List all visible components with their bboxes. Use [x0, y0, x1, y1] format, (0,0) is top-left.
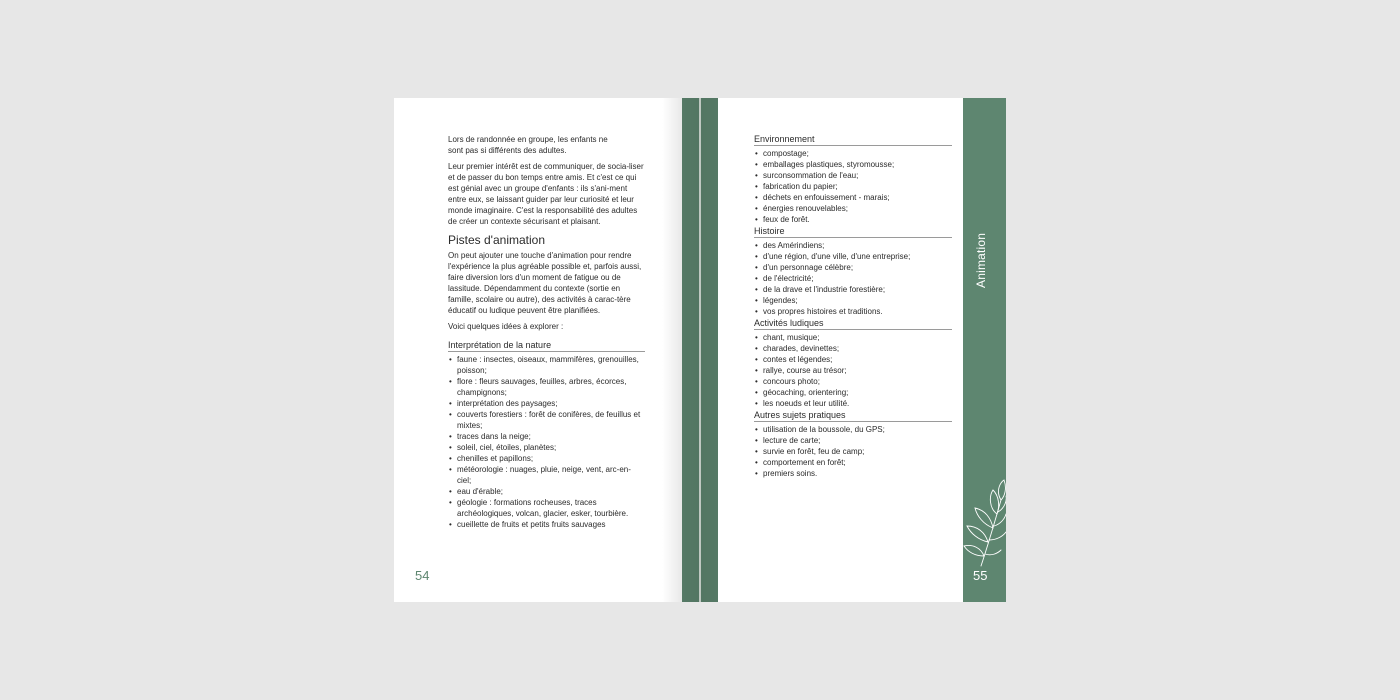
- chapter-band: [963, 98, 1006, 602]
- list-item: [754, 295, 952, 306]
- list-item: [448, 376, 645, 398]
- page-number-right: 55: [973, 568, 988, 583]
- topic-list: [754, 332, 952, 409]
- list-item-text: d'un personnage célèbre;: [763, 263, 854, 272]
- bullet-icon: •: [755, 204, 758, 213]
- list-item: [754, 284, 952, 295]
- list-item-text: lecture de carte;: [763, 436, 821, 445]
- bullet-icon: •: [755, 241, 758, 250]
- list-item: [754, 240, 952, 251]
- bullet-icon: •: [755, 458, 758, 467]
- bullet-icon: •: [449, 443, 452, 452]
- list-item-text: géocaching, orientering;: [763, 388, 849, 397]
- list-item: [754, 262, 952, 273]
- topic-section-title: Histoire: [754, 226, 952, 238]
- list-item-text: faune : insectes, oiseaux, mammifères, grenouilles, poisson;: [457, 355, 639, 375]
- list-item-text: cueillette de fruits et petits fruits sauvages: [457, 520, 606, 529]
- list-item: [754, 203, 952, 214]
- bullet-icon: •: [755, 296, 758, 305]
- bullet-icon: •: [755, 274, 758, 283]
- right-page-text: [754, 134, 952, 480]
- list-item-text: de l'électricité;: [763, 274, 814, 283]
- list-item-text: contes et légendes;: [763, 355, 833, 364]
- bullet-icon: •: [449, 410, 452, 419]
- bullet-icon: •: [755, 366, 758, 375]
- list-item-text: énergies renouvelables;: [763, 204, 848, 213]
- bullet-icon: •: [755, 149, 758, 158]
- list-item: [448, 354, 645, 376]
- bullet-icon: •: [449, 454, 452, 463]
- bullet-icon: •: [449, 377, 452, 386]
- intro-paragraph-2: Leur premier intérêt est de communiquer, de socia-liser et de passer du bon temps entre amis. Et c'est ce qui est génial avec un groupe d'enfants : ils s'ani-ment entre eux, se laissant guider par leur curiosité et leur monde imaginaire. C'est la responsabilité des adultes de créer un contexte sécurisant et plaisant.: [448, 162, 644, 226]
- spine-right: [701, 98, 718, 602]
- list-item-text: comportement en forêt;: [763, 458, 846, 467]
- list-item: [754, 376, 952, 387]
- bullet-icon: •: [755, 285, 758, 294]
- list-item: [754, 468, 952, 479]
- intro-paragraph-1: Lors de randonnée en groupe, les enfants ne sont pas si différents des adultes.: [448, 135, 608, 155]
- list-item: [754, 306, 952, 317]
- list-item-text: d'une région, d'une ville, d'une entreprise;: [763, 252, 911, 261]
- list-item-text: légendes;: [763, 296, 798, 305]
- list-item-text: de la drave et l'industrie forestière;: [763, 285, 886, 294]
- list-item: [754, 214, 952, 225]
- list-item-text: utilisation de la boussole, du GPS;: [763, 425, 885, 434]
- bullet-icon: •: [449, 465, 452, 474]
- list-item: [754, 251, 952, 262]
- topic-list: [754, 424, 952, 479]
- list-item: [448, 442, 645, 453]
- nature-list: [448, 354, 645, 530]
- topic-section: [754, 226, 952, 317]
- list-item-text: déchets en enfouissement - marais;: [763, 193, 890, 202]
- bullet-icon: •: [755, 447, 758, 456]
- body-paragraph-1: On peut ajouter une touche d'animation pour rendre l'expérience la plus agréable possible et, parfois aussi, faire diversion lors d'un moment de fatigue ou de lassitude. Dépendamment du contexte (sortie en famille, scolaire ou autre), des activités à carac-tère éducatif ou ludique peuvent être planifiées.: [448, 251, 642, 315]
- list-item: [448, 519, 645, 530]
- list-item-text: eau d'érable;: [457, 487, 504, 496]
- spine-left: [682, 98, 699, 602]
- list-item-text: des Amérindiens;: [763, 241, 825, 250]
- list-item-text: soleil, ciel, étoiles, planètes;: [457, 443, 557, 452]
- body-paragraph-2: Voici quelques idées à explorer :: [448, 322, 564, 331]
- list-item-text: fabrication du papier;: [763, 182, 838, 191]
- right-page: [718, 98, 963, 602]
- topic-section: [754, 318, 952, 409]
- list-item-text: géologie : formations rocheuses, traces archéologiques, volcan, glacier, esker, tourbière.: [457, 498, 629, 518]
- list-item: [448, 464, 645, 486]
- bullet-icon: •: [449, 520, 452, 529]
- bullet-icon: •: [755, 215, 758, 224]
- topic-section-title: Activités ludiques: [754, 318, 952, 330]
- list-item-text: flore : fleurs sauvages, feuilles, arbres, écorces, champignons;: [457, 377, 627, 397]
- topic-list: [754, 148, 952, 225]
- list-item: [754, 387, 952, 398]
- list-item-text: traces dans la neige;: [457, 432, 531, 441]
- bullet-icon: •: [755, 425, 758, 434]
- list-item: [754, 192, 952, 203]
- left-page-text: [448, 134, 645, 530]
- list-item: [448, 431, 645, 442]
- bullet-icon: •: [449, 498, 452, 507]
- list-item-text: feux de forêt.: [763, 215, 810, 224]
- list-item-text: couverts forestiers : forêt de conifères, de feuillus et mixtes;: [457, 410, 641, 430]
- topic-section-title: Autres sujets pratiques: [754, 410, 952, 422]
- list-item-text: premiers soins.: [763, 469, 818, 478]
- bullet-icon: •: [449, 355, 452, 364]
- bullet-icon: •: [755, 388, 758, 397]
- list-item-text: surconsommation de l'eau;: [763, 171, 859, 180]
- list-item-text: chenilles et papillons;: [457, 454, 534, 463]
- nature-section-title: Interprétation de la nature: [448, 340, 645, 352]
- bullet-icon: •: [449, 487, 452, 496]
- list-item: [754, 365, 952, 376]
- list-item: [448, 486, 645, 497]
- list-item: [448, 398, 645, 409]
- list-item: [754, 354, 952, 365]
- list-item: [754, 457, 952, 468]
- bullet-icon: •: [755, 355, 758, 364]
- list-item-text: emballages plastiques, styromousse;: [763, 160, 895, 169]
- list-item-text: vos propres histoires et traditions.: [763, 307, 883, 316]
- list-item: [754, 446, 952, 457]
- bullet-icon: •: [755, 252, 758, 261]
- page-number-left: 54: [415, 568, 430, 583]
- bullet-icon: •: [755, 160, 758, 169]
- bullet-icon: •: [755, 182, 758, 191]
- bullet-icon: •: [755, 344, 758, 353]
- list-item: [754, 273, 952, 284]
- bullet-icon: •: [755, 307, 758, 316]
- topic-section: [754, 410, 952, 479]
- list-item: [754, 332, 952, 343]
- list-item: [754, 170, 952, 181]
- bullet-icon: •: [449, 399, 452, 408]
- list-item: [448, 497, 645, 519]
- bullet-icon: •: [755, 469, 758, 478]
- list-item: [754, 435, 952, 446]
- bullet-icon: •: [755, 436, 758, 445]
- list-item: [754, 181, 952, 192]
- list-item-text: rallye, course au trésor;: [763, 366, 847, 375]
- bullet-icon: •: [755, 193, 758, 202]
- topic-section-title: Environnement: [754, 134, 952, 146]
- list-item: [754, 159, 952, 170]
- bullet-icon: •: [755, 399, 758, 408]
- list-item-text: météorologie : nuages, pluie, neige, vent, arc-en-ciel;: [457, 465, 631, 485]
- list-item: [448, 453, 645, 464]
- list-item-text: compostage;: [763, 149, 809, 158]
- chapter-title: Animation: [974, 232, 988, 288]
- bullet-icon: •: [449, 432, 452, 441]
- list-item-text: survie en forêt, feu de camp;: [763, 447, 865, 456]
- topic-section: [754, 134, 952, 225]
- list-item-text: charades, devinettes;: [763, 344, 840, 353]
- list-item: [448, 409, 645, 431]
- list-item-text: concours photo;: [763, 377, 820, 386]
- bullet-icon: •: [755, 377, 758, 386]
- list-item-text: les noeuds et leur utilité.: [763, 399, 850, 408]
- topic-list: [754, 240, 952, 317]
- bullet-icon: •: [755, 171, 758, 180]
- list-item: [754, 424, 952, 435]
- bullet-icon: •: [755, 263, 758, 272]
- list-item: [754, 398, 952, 409]
- left-page: [394, 98, 682, 602]
- list-item-text: interprétation des paysages;: [457, 399, 558, 408]
- section-heading: Pistes d'animation: [448, 233, 546, 247]
- bullet-icon: •: [755, 333, 758, 342]
- list-item-text: chant, musique;: [763, 333, 820, 342]
- list-item: [754, 148, 952, 159]
- list-item: [754, 343, 952, 354]
